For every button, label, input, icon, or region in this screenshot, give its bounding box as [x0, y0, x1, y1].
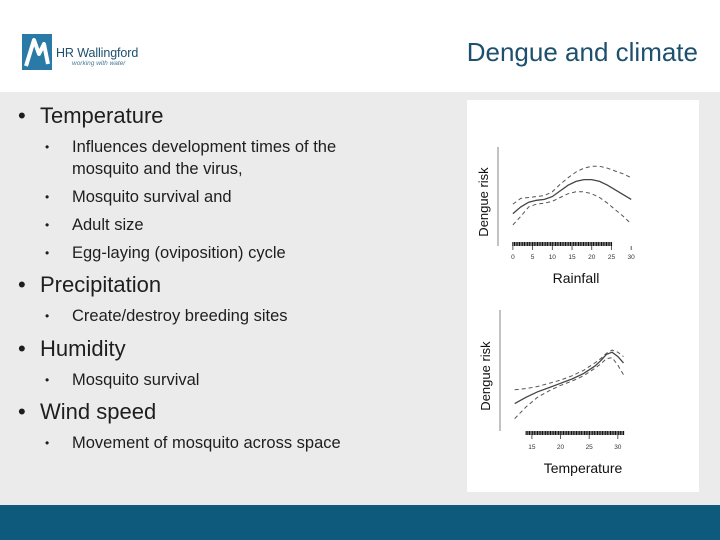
wave-logo-icon	[22, 34, 52, 70]
chart-2	[478, 310, 624, 476]
sub-bullet-label: Create/destroy breeding sites	[72, 307, 288, 325]
bullet-temperature	[18, 103, 164, 129]
logo-name: HR Wallingford	[56, 46, 139, 60]
bullet-wind-speed	[18, 399, 156, 425]
sub-bullet-label: Mosquito survival and	[72, 188, 232, 206]
bullet-dot: •	[45, 373, 50, 387]
bullet-label: Humidity	[40, 336, 126, 361]
x-tick-label: 0	[511, 254, 515, 261]
series-fit-line	[515, 352, 624, 403]
x-tick-label: 15	[568, 254, 576, 261]
risk-plots	[467, 100, 699, 492]
bullet-dot: •	[45, 218, 50, 232]
bullet-dot: •	[45, 436, 50, 450]
bullet-label: Wind speed	[40, 399, 157, 424]
slide-title: Dengue and climate	[466, 37, 698, 67]
rug-marks	[513, 242, 612, 246]
sub-bullet-label: Influences development times of the	[72, 138, 337, 156]
sub-bullet-label: Adult size	[72, 216, 144, 234]
sub-bullet-label: Movement of mosquito across space	[72, 434, 341, 452]
bullet-dot: •	[18, 103, 26, 128]
bullet-dot: •	[45, 246, 50, 260]
x-axis-label: Temperature	[543, 460, 623, 476]
chart-1	[476, 147, 635, 286]
series-lower-line	[513, 192, 631, 225]
footer-bar	[0, 505, 720, 540]
x-tick-label: 20	[556, 444, 565, 451]
figure-panel	[467, 100, 699, 492]
company-logo	[22, 34, 142, 74]
x-tick-label: 30	[627, 254, 635, 261]
bullet-dot: •	[18, 336, 26, 361]
y-axis-label: Dengue risk	[476, 167, 491, 237]
bullet-dot: •	[18, 399, 26, 424]
sub-bullet-label: mosquito and the virus,	[72, 160, 243, 178]
bullet-dot: •	[18, 272, 26, 297]
bullet-list	[0, 92, 470, 505]
bullet-humidity	[18, 336, 126, 362]
sub-bullet-label: Mosquito survival	[72, 371, 200, 389]
series-upper-line	[515, 350, 624, 390]
slide-header	[0, 0, 720, 92]
bullet-dot: •	[45, 309, 50, 323]
x-tick-label: 25	[585, 444, 593, 451]
x-tick-label: 25	[607, 254, 616, 261]
x-tick-label: 15	[528, 444, 536, 451]
series-upper-line	[513, 166, 631, 204]
series-fit-line	[513, 180, 631, 214]
x-tick-label: 20	[588, 254, 596, 261]
rug-marks	[526, 431, 623, 435]
bullet-precipitation	[18, 272, 161, 298]
x-tick-label: 30	[614, 444, 622, 451]
x-axis-label: Rainfall	[552, 270, 600, 286]
y-axis-label: Dengue risk	[478, 341, 493, 411]
bullet-label: Precipitation	[40, 272, 162, 297]
sub-bullet-label: Egg-laying (oviposition) cycle	[72, 244, 286, 262]
bullet-dot: •	[45, 140, 50, 154]
bullet-label: Temperature	[40, 103, 164, 128]
logo-tagline: working with water	[72, 60, 126, 67]
x-tick-label: 10	[548, 254, 556, 261]
bullet-dot: •	[45, 190, 50, 204]
x-tick-label: 5	[530, 254, 535, 261]
